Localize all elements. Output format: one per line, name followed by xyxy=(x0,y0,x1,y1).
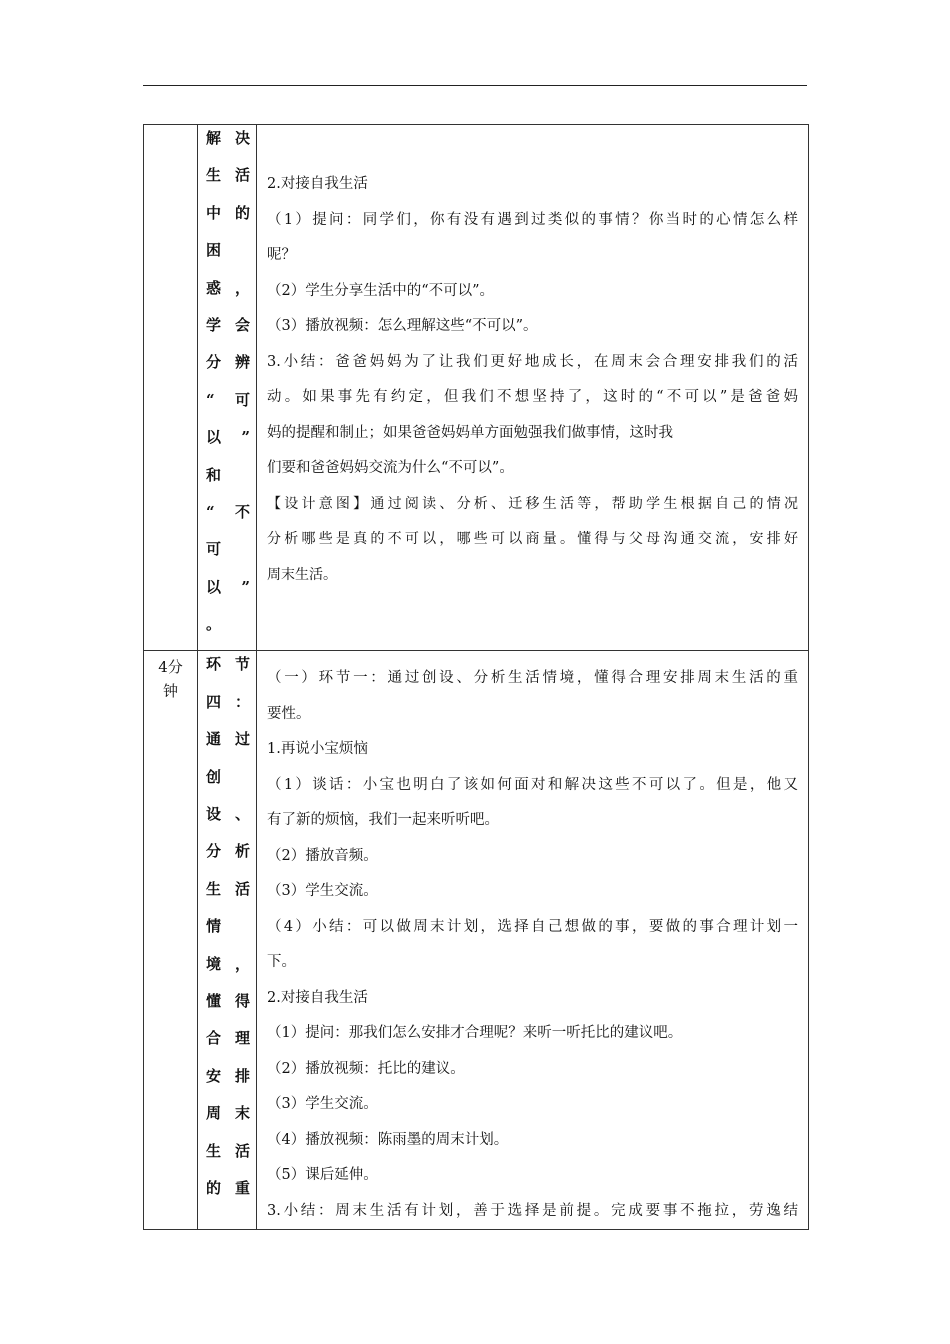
stage-title-line xyxy=(206,538,250,575)
stage-title-char: 安 xyxy=(206,1066,222,1085)
stage-title-char: 创 xyxy=(206,767,222,786)
stage-title-char: 的 xyxy=(234,203,250,222)
header-rule xyxy=(143,85,807,86)
stage-title-line xyxy=(206,1027,250,1064)
content-line: （2）播放音频。 xyxy=(267,847,378,864)
stage-title-char: 析 xyxy=(234,842,250,861)
stage-title-line xyxy=(206,351,250,388)
content-line: （3）播放视频：怎么理解这些“不可以”。 xyxy=(267,318,538,334)
stage-title-char: 生 xyxy=(206,1141,222,1160)
stage-title-char: 决 xyxy=(234,129,250,147)
content-line: 2.对接自我生活 xyxy=(267,989,368,1006)
stage-title-char: ， xyxy=(234,278,250,297)
stage-title-char: 生 xyxy=(206,879,222,898)
stage-title-char: “ xyxy=(206,502,215,521)
stage-title-line xyxy=(206,653,250,690)
design-intent-line: 周末生活。 xyxy=(267,566,337,583)
content-line: （4）播放视频：陈雨墨的周末计划。 xyxy=(267,1131,509,1148)
stage-title-char: 分 xyxy=(206,353,222,372)
content-line: （3）学生交流。 xyxy=(267,1096,378,1113)
content-line: （2）学生分享生活中的“不可以”。 xyxy=(267,282,495,299)
stage-title-line xyxy=(206,389,250,426)
stage-title-line xyxy=(206,691,250,728)
spacer xyxy=(267,125,798,167)
stage-title-line xyxy=(206,164,250,201)
lesson-plan-table xyxy=(143,124,809,1230)
stage-title-char: 通 xyxy=(206,730,222,749)
stage-title-line xyxy=(206,464,250,501)
stage-title-line xyxy=(206,501,250,538)
stage-title-line xyxy=(206,878,250,915)
stage-title-char: ： xyxy=(234,692,250,711)
time-cell xyxy=(144,125,198,651)
stage-title-char: 周 xyxy=(206,1104,222,1123)
table-row xyxy=(144,125,809,651)
stage-title-char: 和 xyxy=(206,465,222,484)
stage-cell xyxy=(198,651,257,1230)
stage-title-line xyxy=(206,127,250,164)
content-line: （3）学生交流。 xyxy=(267,883,378,900)
content-line: 动。如果事先有约定，但我们不想坚持了，这时的“不可以”是爸爸妈 xyxy=(267,389,798,405)
stage-title-char: 可 xyxy=(206,540,222,559)
content-line: （1）提问：那我们怎么安排才合理呢？来听一听托比的建议吧。 xyxy=(267,1025,683,1042)
stage-title-char: 重 xyxy=(234,1178,250,1197)
stage-title-char: 解 xyxy=(206,129,222,147)
stage-cell xyxy=(198,125,257,651)
table-row xyxy=(144,651,809,1230)
stage-title-line xyxy=(206,803,250,840)
stage-title-line xyxy=(206,1102,250,1139)
stage-title-line xyxy=(206,915,250,952)
stage-title-char: 学 xyxy=(206,315,222,334)
content-line: 2.对接自我生活 xyxy=(267,176,368,192)
content-line: （2）播放视频：托比的建议。 xyxy=(267,1060,465,1077)
stage-title-line xyxy=(206,613,250,650)
stage-title-line xyxy=(206,766,250,803)
stage-title-char: 辨 xyxy=(234,353,250,372)
stage-title-char: 得 xyxy=(234,991,250,1010)
time-cell xyxy=(144,651,198,1230)
stage-title-char: 节 xyxy=(234,655,250,674)
stage-title-char: 不 xyxy=(234,502,250,521)
stage-title-line xyxy=(206,728,250,765)
time-text: 4分 xyxy=(158,658,183,677)
stage-title-char: 排 xyxy=(234,1066,250,1085)
stage-title-char: 分 xyxy=(206,842,222,861)
stage-title-char: 中 xyxy=(206,203,222,222)
stage-title-char: 理 xyxy=(234,1029,250,1048)
stage-title-char: ” xyxy=(241,428,250,447)
stage-title-char: 末 xyxy=(234,1104,250,1123)
content-line: 们要和爸爸妈妈交流为什么“不可以”。 xyxy=(267,460,514,476)
design-intent-line: 分析哪些是真的不可以，哪些可以商量。懂得与父母沟通交流，安排好 xyxy=(267,531,798,547)
stage-title-char: 过 xyxy=(234,730,250,749)
content-cell xyxy=(257,125,809,651)
stage-title-line xyxy=(206,1177,250,1214)
stage-title-line xyxy=(206,277,250,314)
stage-title-char: 以 xyxy=(206,577,222,596)
stage-title-char: 的 xyxy=(206,1178,222,1197)
stage-title-char: 合 xyxy=(206,1029,222,1048)
content-line: 有了新的烦恼，我们一起来听听吧。 xyxy=(267,812,499,829)
stage-title-char: 以 xyxy=(206,428,222,447)
stage-title-line xyxy=(206,990,250,1027)
stage-title-line xyxy=(206,840,250,877)
stage-title-char: 活 xyxy=(234,879,250,898)
stage-title-char: 、 xyxy=(234,805,250,824)
spacer xyxy=(267,651,798,661)
stage-title-char: 生 xyxy=(206,166,222,185)
stage-title-line xyxy=(206,953,250,990)
stage-title-char: 惑 xyxy=(206,278,222,297)
stage-title-char: 可 xyxy=(234,390,250,409)
time-text: 钟 xyxy=(162,682,178,701)
stage-title-char: 设 xyxy=(206,805,222,824)
content-line: （1）谈话：小宝也明白了该如何面对和解决这些不可以了。但是，他又 xyxy=(267,776,798,793)
content-line: （4）小结：可以做周末计划，选择自己想做的事，要做的事合理计划一 xyxy=(267,918,798,935)
stage-title-line xyxy=(206,1140,250,1177)
stage-title-line xyxy=(206,239,250,276)
content-line: （一）环节一：通过创设、分析生活情境，懂得合理安排周末生活的重 xyxy=(267,670,798,687)
content-line: （1）提问：同学们，你有没有遇到过类似的事情？你当时的心情怎么样 xyxy=(267,211,798,228)
stage-title-char: 境 xyxy=(206,954,222,973)
design-intent-line: 【设计意图】通过阅读、分析、迁移生活等，帮助学生根据自己的情况 xyxy=(267,495,798,512)
content-line: 呢？ xyxy=(267,247,296,263)
stage-title-char: 环 xyxy=(206,655,222,674)
content-line: 下。 xyxy=(267,954,296,971)
content-line: 1.再说小宝烦恼 xyxy=(267,741,368,758)
stage-title-char: ， xyxy=(234,954,250,973)
stage-title-char: 活 xyxy=(234,166,250,185)
stage-title-char: 情 xyxy=(206,917,222,936)
stage-title-line xyxy=(206,314,250,351)
content-line: （5）课后延伸。 xyxy=(267,1167,378,1184)
stage-title-line xyxy=(206,202,250,239)
stage-title-char: 困 xyxy=(206,241,222,260)
stage-title-char: 。 xyxy=(206,615,222,634)
stage-title-line xyxy=(206,426,250,463)
stage-title-char: 懂 xyxy=(206,991,222,1010)
stage-title-char: 会 xyxy=(234,315,250,334)
stage-title-char: 活 xyxy=(234,1141,250,1160)
content-cell xyxy=(257,651,809,1230)
content-line: 妈的提醒和制止；如果爸爸妈妈单方面勉强我们做事情，这时我 xyxy=(267,424,673,441)
stage-title-line xyxy=(206,1065,250,1102)
stage-title-char: ” xyxy=(241,577,250,596)
stage-title-line xyxy=(206,576,250,613)
stage-title-char: 四 xyxy=(206,692,222,711)
content-line: 3.小结：周末生活有计划，善于选择是前提。完成要事不拖拉，劳逸结 xyxy=(267,1202,798,1219)
stage-title-char: “ xyxy=(206,390,215,409)
content-line: 要性。 xyxy=(267,705,311,722)
content-line: 3.小结：爸爸妈妈为了让我们更好地成长，在周末会合理安排我们的活 xyxy=(267,353,798,370)
